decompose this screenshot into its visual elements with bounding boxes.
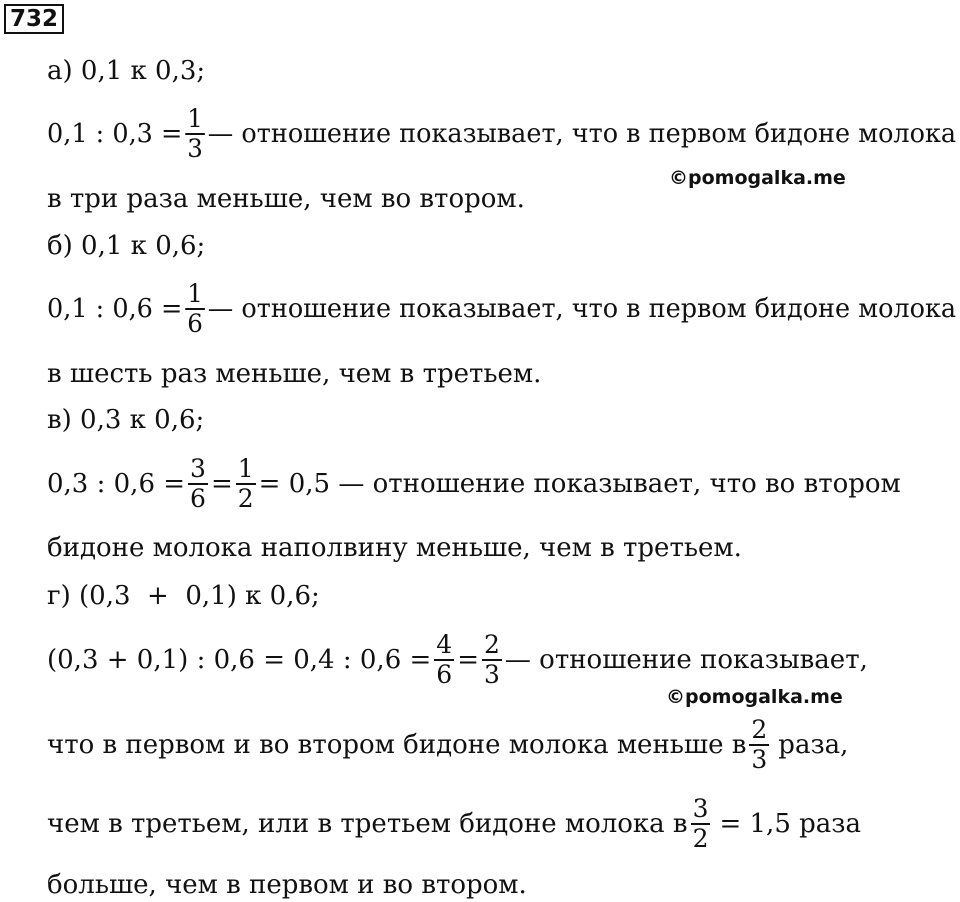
part-d-rest: — отношение показывает,: [504, 645, 868, 675]
part-c-fraction-1: [188, 455, 208, 513]
part-c-line2-text: бидоне молока наполвину меньше, чем в третьем.: [47, 533, 742, 563]
part-a-fraction-num: 1: [187, 104, 203, 133]
part-a-rest: — отношение показывает, что в первом бидоне молока: [207, 119, 957, 149]
part-d-fraction-2: [482, 631, 502, 689]
part-c-fraction-1-den: 6: [190, 484, 206, 513]
part-b-rest: — отношение показывает, что в первом бидоне молока: [207, 294, 957, 324]
part-b-fraction-num: 1: [187, 279, 203, 308]
part-d-line3-pre: чем в третьем, или в третьем бидоне молока в: [47, 809, 688, 839]
part-c-fraction-2-den: 2: [237, 484, 254, 513]
part-d-line2-post: раза,: [778, 730, 849, 760]
part-d-equation: [47, 631, 868, 689]
part-d-line4: [47, 870, 527, 900]
part-a-fraction-den: 3: [187, 134, 203, 163]
part-c-fraction-2-num: 1: [237, 454, 254, 483]
part-d-line4-text: больше, чем в первом и во втором.: [47, 870, 527, 900]
part-b-lhs: 0,1 : 0,6 =: [47, 294, 183, 324]
part-b-line2: [47, 359, 541, 389]
part-d-lhs: (0,3 + 0,1) : 0,6 = 0,4 : 0,6 =: [47, 645, 432, 675]
part-c-equation: [47, 455, 901, 513]
part-b-fraction: [185, 280, 205, 338]
part-c-fraction-2: [236, 455, 256, 513]
part-d-line2-fraction-num: 2: [751, 715, 768, 744]
part-d-equals: =: [457, 645, 479, 675]
part-c-heading: [47, 405, 204, 435]
part-d-fraction-1: [434, 631, 454, 689]
part-d-fraction-1-den: 6: [436, 660, 453, 689]
problem-number: 732: [4, 4, 64, 34]
watermark-1: ©pomogalka.me: [669, 167, 846, 189]
part-d-line3-post: = 1,5 раза: [719, 809, 861, 839]
part-d-fraction-1-num: 4: [436, 630, 453, 659]
part-a-heading: [47, 56, 205, 86]
part-c-rest: = 0,5 — отношение показывает, что во втором: [258, 469, 901, 499]
part-b-fraction-den: 6: [187, 309, 203, 338]
part-d-fraction-2-num: 2: [484, 630, 500, 659]
part-a-fraction: [185, 105, 205, 163]
part-d-line2-fraction-den: 3: [751, 745, 768, 774]
part-d-heading-text: г) (0,3 + 0,1) к 0,6;: [47, 581, 320, 611]
watermark-2: ©pomogalka.me: [666, 686, 843, 708]
part-a-heading-text: а) 0,1 к 0,3;: [47, 56, 206, 86]
part-a-lhs: 0,1 : 0,3 =: [47, 119, 183, 149]
part-d-line3: [47, 795, 861, 853]
part-c-heading-text: в) 0,3 к 0,6;: [47, 405, 205, 435]
part-d-line2: [47, 716, 848, 774]
part-c-equals: =: [210, 469, 233, 499]
part-b-equation: [47, 280, 956, 338]
part-b-heading-text: б) 0,1 к 0,6;: [47, 231, 206, 261]
part-d-line3-fraction-den: 2: [692, 824, 709, 853]
part-c-lhs: 0,3 : 0,6 =: [47, 469, 186, 499]
part-d-line3-fraction: [691, 795, 711, 853]
part-a-line2: [47, 184, 525, 214]
part-c-fraction-1-num: 3: [190, 454, 206, 483]
part-c-line2: [47, 533, 742, 563]
part-d-line2-fraction: [749, 716, 769, 774]
part-d-line3-fraction-num: 3: [692, 794, 709, 823]
part-d-fraction-2-den: 3: [484, 660, 500, 689]
part-d-heading: [47, 581, 320, 611]
part-b-line2-text: в шесть раз меньше, чем в третьем.: [47, 359, 542, 389]
part-d-line2-pre: что в первом и во втором бидоне молока меньше в: [47, 730, 747, 760]
part-a-line2-text: в три раза меньше, чем во втором.: [47, 184, 525, 214]
part-b-heading: [47, 231, 205, 261]
part-a-equation: [47, 105, 956, 163]
